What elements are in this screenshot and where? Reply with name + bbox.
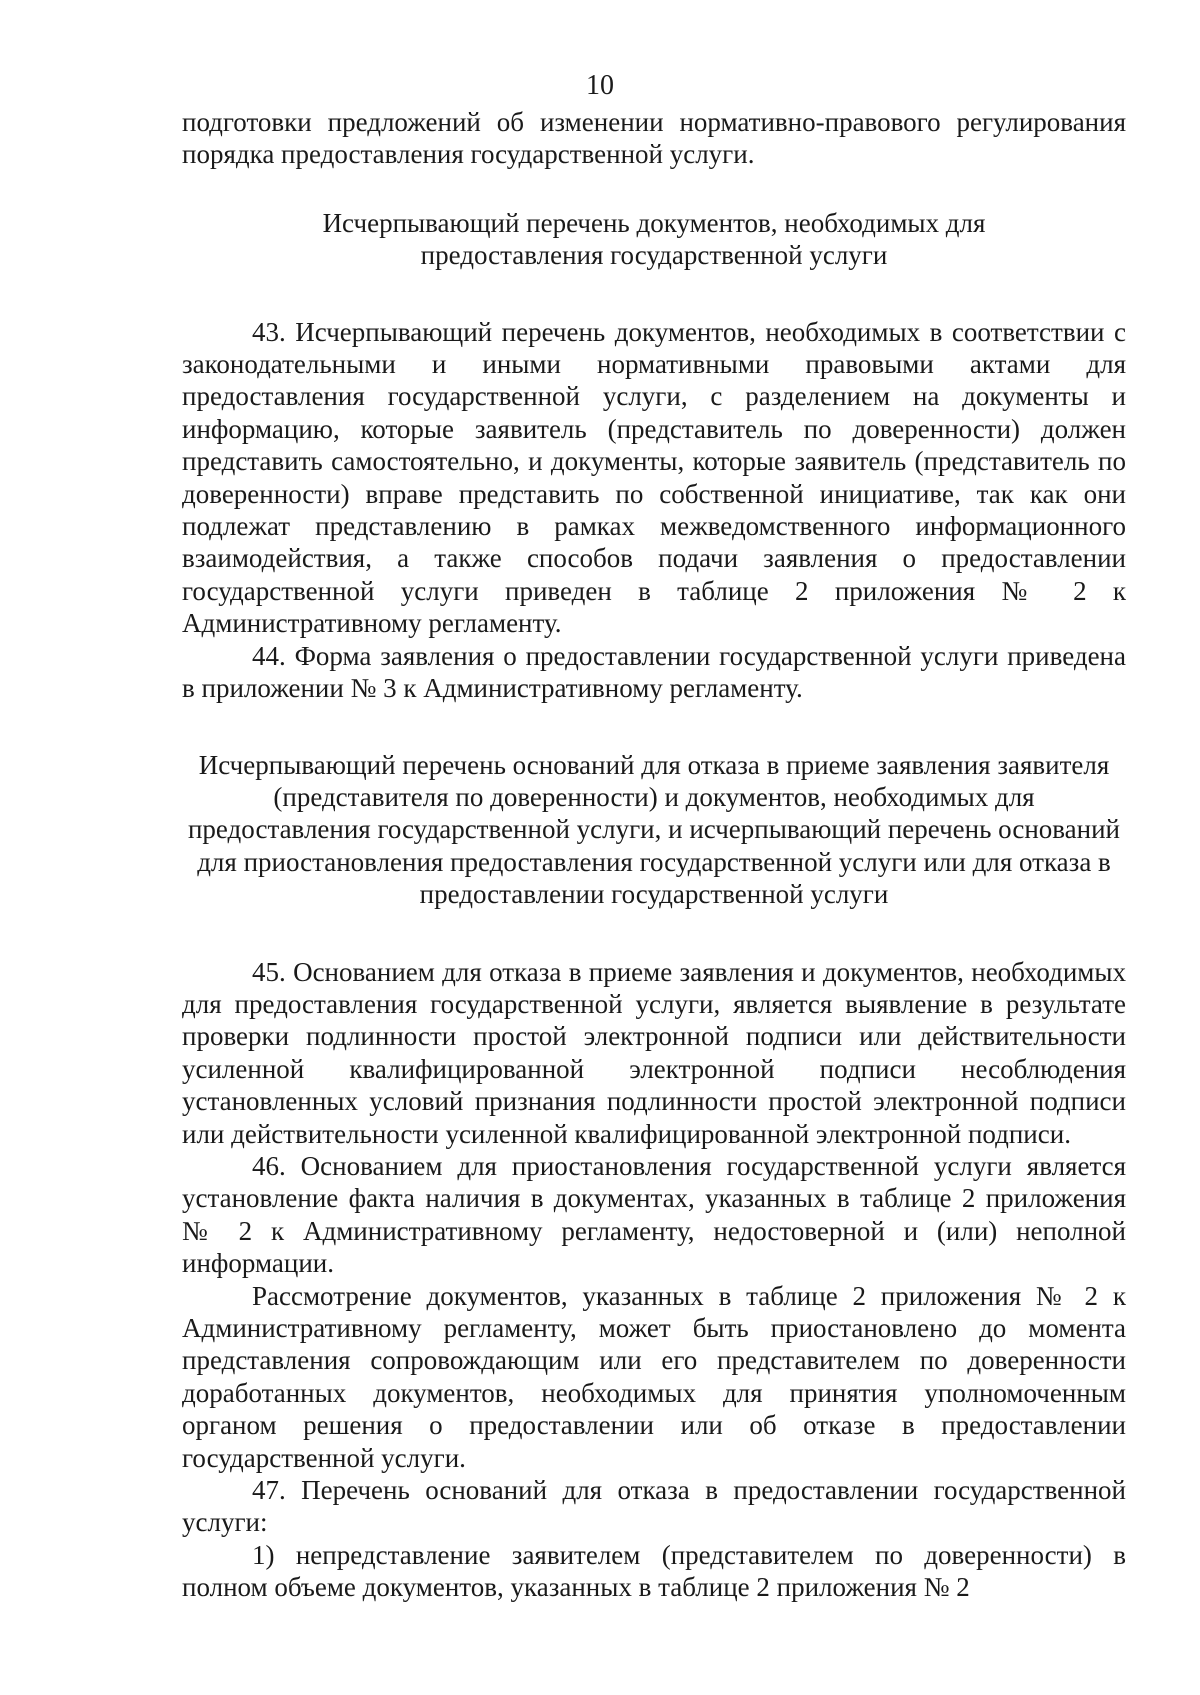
page-content [182, 106, 1126, 1604]
paragraph-43: 43. Исчерпывающий перечень документов, необходимых в соответствии с законодательными и иными нормативными правовыми актами для предоставления государственной услуги, с разделением на документы и информацию, которые заявитель (представитель по доверенности) должен представить самостоятельно, и документы, которые заявитель (представитель по доверенности) вправе представить по собственной инициативе, так как они подлежат представлению в рамках межведомственного информационного взаимодействия, а также способов подачи заявления о предоставлении государственной услуги приведен в таблице 2 приложения № 2 к Административному регламенту. [182, 316, 1126, 639]
paragraph-46-review: Рассмотрение документов, указанных в таблице 2 приложения № 2 к Административному регламенту, может быть приостановлено до момента представления сопровождающим или его представителем по доверенности доработанных документов, необходимых для принятия уполномоченным органом решения о предоставлении или об отказе в предоставлении государственной услуги. [182, 1280, 1126, 1473]
paragraph-45: 45. Основанием для отказа в приеме заявления и документов, необходимых для предоставления государственной услуги, является выявление в результате проверки подлинности простой электронной подписи или действительности усиленной квалифицированной электронной подписи несоблюдения установленных условий признания подлинности простой электронной подписи или действительности усиленной квалифицированной электронной подписи. [182, 956, 1126, 1149]
paragraph-47-item-1: 1) непредставление заявителем (представителем по доверенности) в полном объеме документов, указанных в таблице 2 приложения № 2 [182, 1539, 1126, 1603]
page-number: 10 [586, 70, 614, 101]
paragraph-44: 44. Форма заявления о предоставлении государственной услуги приведена в приложении № 3 к Административному регламенту. [182, 640, 1126, 704]
paragraph-46: 46. Основанием для приостановления государственной услуги является установление факта наличия в документах, указанных в таблице 2 приложения № 2 к Административному регламенту, недостоверной и (или) неполной информации. [182, 1150, 1126, 1279]
section-heading-documents: Исчерпывающий перечень документов, необходимых для предоставления государственной услуги [322, 207, 986, 271]
paragraph-47: 47. Перечень оснований для отказа в предоставлении государственной услуги: [182, 1475, 1126, 1538]
section-heading-refusal-grounds: Исчерпывающий перечень оснований для отказа в приеме заявления заявителя (представителя по доверенности) и документов, необходимых для предоставления государственной услуги, и исчерпывающий перечень оснований для приостановления предоставления государственной услуги или для отказа в предоставлении государственной услуги [187, 749, 1121, 910]
continuation-paragraph: подготовки предложений об изменении нормативно-правового регулирования порядка предоставления государственной услуги. [182, 107, 1126, 170]
